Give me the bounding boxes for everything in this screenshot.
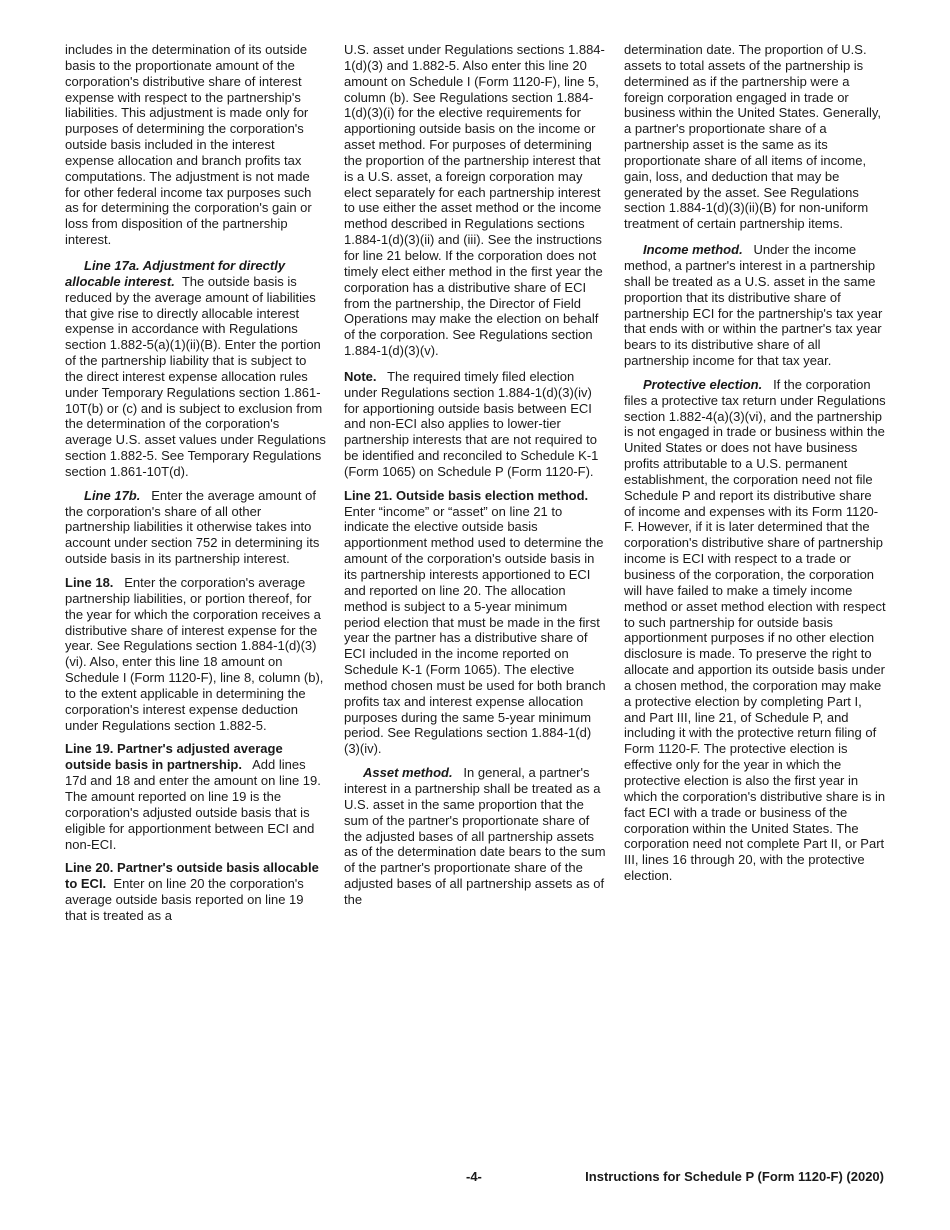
line-17b-heading: Line 17b. <box>84 487 141 503</box>
paragraph-line-18 <box>65 575 327 733</box>
line-19-body: Add lines 17d and 18 and enter the amount on line 19. The amount reported on line 19 is the corporation's adjusted outside basis that is eligible for apportionment between ECI and non-ECI. <box>65 757 321 852</box>
note-heading: Note. <box>344 368 377 384</box>
income-method-body: Under the income method, a partner's interest in a partnership shall be treated as a U.S. asset in the same proportion that its distributive share of partnership ECI for the partnership's tax year that ends with or within the partner's tax year bears to its distributive share of all partnership income for that tax year. <box>624 242 883 369</box>
paragraph-income-method <box>624 242 886 369</box>
line-18-heading: Line 18. <box>65 575 114 590</box>
line-17b-body: Enter the average amount of the corporation's share of all other partnership liabilities it otherwise takes into account under section 752 in determining its outside basis in its partnership interest. <box>65 487 320 567</box>
note-body: The required timely filed election under Regulations section 1.884-1(d)(3)(iv) for apportioning outside basis between ECI and non-ECI also applies to lower-tier partnership interests that are not required to be identified and reconciled to Schedule K-1 (Form 1065) on Schedule P (Form 1120-F). <box>344 368 599 479</box>
paragraph-line-21 <box>344 488 606 757</box>
paragraph-asset-method <box>344 765 606 908</box>
column-2 <box>344 42 606 916</box>
line-20-body: Enter on line 20 the corporation's average outside basis reported on line 19 that is treated as a <box>65 876 304 923</box>
column-3 <box>624 42 886 892</box>
paragraph-protective-election <box>624 377 886 884</box>
protective-election-heading: Protective election. <box>643 376 763 392</box>
asset-method-heading: Asset method. <box>363 765 453 781</box>
column-1 <box>65 42 327 932</box>
line-21-body: Enter “income” or “asset” on line 21 to indicate the elective outside basis apportionment method used to determine the amount of the corporation's outside basis in its partnership interests apportioned to ECI and reported on line 20. The allocation method is subject to a 5-year minimum period election that must be made in the first year the partner has a distributive share of ECI included in the income reported on Schedule K-1 (Form 1065). The elective method chosen must be used for both branch profits tax and interest expense allocation purposes during the same 5-year minimum period. See Regulations section 1.884-1(d)(3)(iv). <box>344 503 606 757</box>
asset-method-body: In general, a partner's interest in a partnership shall be treated as a U.S. asset in the same proportion that the sum of the partner's proportionate share of the adjusted bases of all partnership assets as of the determination date bears to the sum of the partner's proportionate share of the adjusted bases of all partnership assets as of the <box>344 765 606 907</box>
line-20-heading: Line 20. Partner's outside basis allocable to ECI. <box>65 860 319 892</box>
page-number: -4- <box>466 1169 482 1184</box>
paragraph-line-20-continued: U.S. asset under Regulations sections 1.884-1(d)(3) and 1.882-5. Also enter this line 20 amount on Schedule I (Form 1120-F), line 5, column (b). See Regulations section 1.884-1(d)(3)(i) for the elective requirements for apportioning outside basis on the income or asset method. For purposes of determining the proportion of the partnership interest that is a U.S. asset, a foreign corporation may elect separately for each partnership interest to use either the asset method or the income method described in Regulations sections 1.884-1(d)(3)(ii) and (iii). See the instructions for line 21 below. If the corporation does not timely elect either method in the first year the corporation has a distributive share of ECI from the partnership, the Director of Field Operations may make the election on behalf of the corporation. See Regulations section 1.884-1(d)(3)(v). <box>344 42 605 359</box>
paragraph-note <box>344 369 606 480</box>
line-21-heading: Line 21. Outside basis election method. <box>344 487 589 503</box>
paragraph-line-17b <box>65 488 327 567</box>
protective-election-body: If the corporation files a protective tax return under Regulations section 1.882-4(a)(3)(vi), and the partnership is not engaged in trade or business within the United States or does not have business profits attributable to a U.S. permanent establishment, the corporation need not file Schedule P and report its distributive share of income and expenses with its Form 1120-F. However, if it is later determined that the corporation's distributive share of partnership income is ECI with respect to a trade or business of the corporation, the corporation will have failed to make a timely income method or asset method election with respect to such partnership for outside basis apportionment purposes if no other election disclosure is made. To preserve the right to allocate and apportion its outside basis under a chosen method, the corporation may make a protective election by completing Part I, and Part III, line 21, of Schedule P, and including it with the protective return filing of Form 1120-F. The protective election is effective only for the year in which the protective election is also the first year in which the corporation's distributive share is in fact ECI with a trade or business of the corporation within the United States. The corporation need not complete Part II, or Part III, lines 16 through 20, with the protective election. <box>624 376 886 884</box>
line-18-body: Enter the corporation's average partnership liabilities, or portion thereof, for the year for which the corporation receives a distributive share of interest expense for the year. See Regulations section 1.884-1(d)(3)(vi). Also, enter this line 18 amount on Schedule I (Form 1120-F), line 8, column (b), to the extent applicable in determining the corporation's interest expense deduction under Regulations section 1.882-5. <box>65 575 324 733</box>
paragraph-asset-method-continued: determination date. The proportion of U.S. assets to total assets of the partnership is determined as if the partnership were a foreign corporation engaged in trade or business within the United States. Generally, a partner's proportionate share of a partnership asset is the same as its proportionate share of all items of income, gain, loss, and deduction that may be generated by the asset. See Regulations section 1.884-1(d)(3)(ii)(B) for non-uniform treatment of certain partnership items. <box>624 42 882 232</box>
line-17a-body: The outside basis is reduced by the average amount of liabilities that give rise to directly allocable interest expense in accordance with Regulations section 1.882-5(a)(1)(ii)(B). Enter the portion of the partnership liability that is subject to the direct interest expense allocation rules under Temporary Regulations section 1.861-10T(b) or (c) and is subject to exclusion from the determination of the corporation's average U.S. asset values under Regulations section 1.882-5. See Temporary Regulations section 1.861-10T(d). <box>65 273 326 479</box>
page-footer <box>0 1169 950 1187</box>
paragraph-outside-basis-continued: includes in the determination of its outside basis to the proportionate amount of the corporation's distributive share of interest expense with respect to the partnership's liabilities. This adjustment is made only for purposes of determining the corporation's outside basis included in the interest expense allocation and branch profits tax computations. The adjustment is not made for other federal income tax purposes such as for determining the corporation's gain or loss from disposition of the partnership interest. <box>65 42 312 248</box>
paragraph-line-19 <box>65 741 327 852</box>
income-method-heading: Income method. <box>643 242 743 258</box>
paragraph-line-17a <box>65 258 327 480</box>
line-17a-heading: Line 17a. Adjustment for directly allocable interest. <box>65 257 286 289</box>
line-19-heading: Line 19. Partner's adjusted average outside basis in partnership. <box>65 741 283 773</box>
paragraph-line-20 <box>65 860 327 923</box>
document-title: Instructions for Schedule P (Form 1120-F) (2020) <box>585 1169 884 1184</box>
